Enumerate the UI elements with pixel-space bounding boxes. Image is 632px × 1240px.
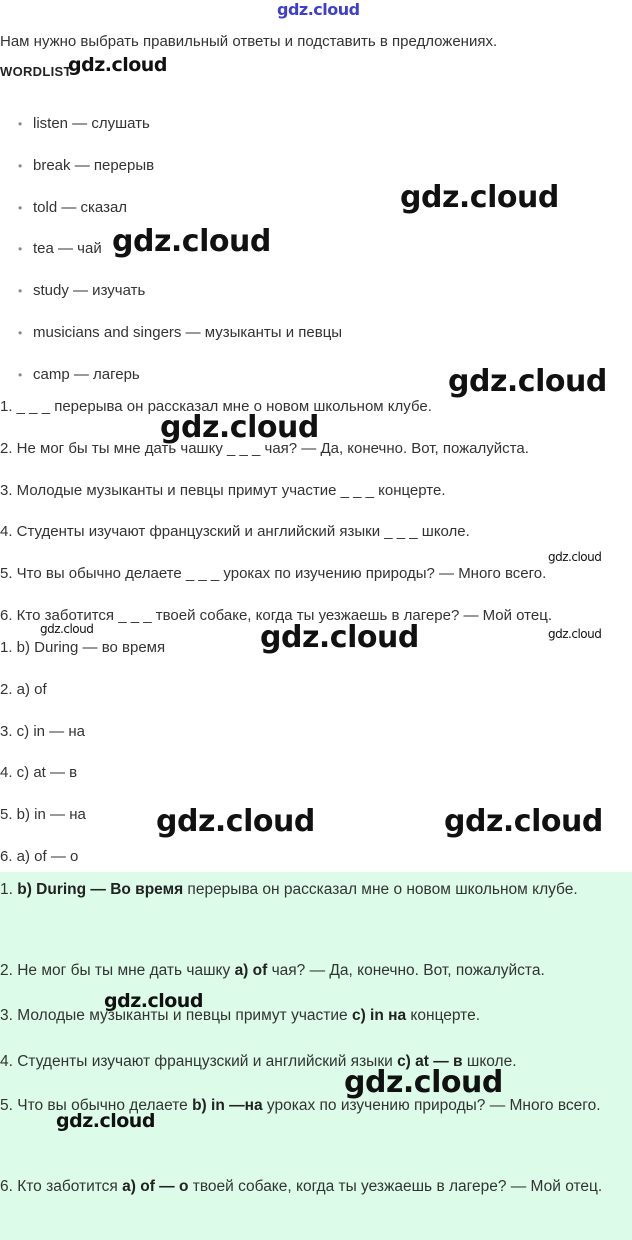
answer-text: 4. Студенты изучают французский и английский языки bbox=[0, 1053, 398, 1070]
answer-text: уроках по изучению природы? — Много всего. bbox=[262, 1097, 601, 1114]
answer-highlight: c) in на bbox=[351, 1007, 407, 1024]
task-line: 4. Студенты изучают французский и английский языки _ _ _ школе. bbox=[0, 523, 470, 540]
list-item bbox=[18, 199, 127, 216]
bullet-icon: • bbox=[18, 242, 23, 256]
answer-highlight: b) in —на bbox=[192, 1097, 263, 1114]
list-item bbox=[18, 282, 145, 299]
watermark: gdz.cloud bbox=[548, 627, 602, 641]
choice-line: 6. a) of — о bbox=[0, 848, 79, 865]
answer-text: чая? — Да, конечно. Вот, пожалуйста. bbox=[267, 962, 545, 979]
watermark: gdz.cloud bbox=[156, 804, 315, 839]
task-line: 1. _ _ _ перерыва он рассказал мне о новом школьном клубе. bbox=[0, 398, 432, 415]
answer-text: концерте. bbox=[406, 1007, 481, 1024]
watermark: gdz.cloud bbox=[104, 990, 203, 1012]
answer-text: перерыва он рассказал мне о новом школьном клубе. bbox=[183, 881, 578, 898]
choice-line: 1. b) During — во время bbox=[0, 639, 166, 656]
bullet-icon: • bbox=[18, 284, 23, 298]
answer-text: твоей собаке, когда ты уезжаешь в лагере? — Мой отец. bbox=[188, 1178, 603, 1195]
task-line: 5. Что вы обычно делаете _ _ _ уроках по изучению природы? — Много всего. bbox=[0, 565, 547, 582]
answer-text: 6. Кто заботится bbox=[0, 1178, 123, 1195]
intro-text: Нам нужно выбрать правильный ответы и подставить в предложениях. bbox=[0, 33, 498, 50]
bullet-icon: • bbox=[18, 201, 23, 215]
list-item bbox=[18, 157, 154, 174]
choice-line: 3. c) in — на bbox=[0, 723, 85, 740]
word-text: tea — чай bbox=[33, 240, 102, 257]
answer-text: 1. bbox=[0, 881, 18, 898]
watermark: gdz.cloud bbox=[260, 620, 419, 655]
watermark: gdz.cloud bbox=[68, 54, 167, 76]
choice-line: 5. b) in — на bbox=[0, 806, 86, 823]
watermark: gdz.cloud bbox=[160, 410, 319, 445]
top-watermark: gdz.cloud bbox=[277, 0, 360, 19]
answer-highlight: c) at — в bbox=[397, 1053, 463, 1070]
word-text: listen — слушать bbox=[33, 115, 150, 132]
choice-line: 4. c) at — в bbox=[0, 764, 78, 781]
watermark: gdz.cloud bbox=[40, 622, 94, 636]
task-line: 6. Кто заботится _ _ _ твоей собаке, когда ты уезжаешь в лагере? — Мой отец. bbox=[0, 607, 552, 624]
word-text: musicians and singers — музыканты и певцы bbox=[33, 324, 343, 341]
bullet-icon: • bbox=[18, 117, 23, 131]
watermark: gdz.cloud bbox=[548, 550, 602, 564]
answer-line bbox=[0, 871, 615, 908]
watermark: gdz.cloud bbox=[400, 180, 559, 215]
watermark: gdz.cloud bbox=[448, 364, 607, 399]
watermark: gdz.cloud bbox=[56, 1110, 155, 1132]
task-line: 2. Не мог бы ты мне дать чашку _ _ _ чая? — Да, конечно. Вот, пожалуйста. bbox=[0, 440, 529, 457]
word-text: study — изучать bbox=[33, 282, 146, 299]
answer-text: школе. bbox=[462, 1053, 517, 1070]
answer-text: 5. Что вы обычно делаете bbox=[0, 1097, 193, 1114]
word-text: camp — лагерь bbox=[33, 366, 140, 383]
watermark: gdz.cloud bbox=[344, 1065, 503, 1100]
wordlist-title: WORDLIST bbox=[0, 64, 72, 79]
word-text: told — сказал bbox=[33, 199, 128, 216]
task-line: 3. Молодые музыканты и певцы примут участие _ _ _ концерте. bbox=[0, 482, 446, 499]
list-item bbox=[18, 115, 150, 132]
bullet-icon: • bbox=[18, 368, 23, 382]
answer-line bbox=[0, 952, 615, 989]
watermark: gdz.cloud bbox=[444, 804, 603, 839]
answer-line bbox=[0, 1043, 615, 1080]
list-item bbox=[18, 240, 102, 257]
bullet-icon: • bbox=[18, 159, 23, 173]
answer-text: 3. Молодые музыканты и певцы примут участие bbox=[0, 1007, 352, 1024]
answer-text: 2. Не мог бы ты мне дать чашку bbox=[0, 962, 235, 979]
choice-line: 2. a) of bbox=[0, 681, 47, 698]
answer-line bbox=[0, 1168, 615, 1205]
watermark: gdz.cloud bbox=[112, 224, 271, 259]
answer-highlight: a) of — о bbox=[122, 1178, 189, 1195]
word-text: break — перерыв bbox=[33, 157, 155, 174]
answer-highlight: b) During — Во время bbox=[17, 881, 184, 898]
list-item bbox=[18, 324, 342, 341]
list-item bbox=[18, 366, 140, 383]
bullet-icon: • bbox=[18, 326, 23, 340]
answer-line bbox=[0, 997, 615, 1034]
answer-highlight: a) of bbox=[234, 962, 268, 979]
